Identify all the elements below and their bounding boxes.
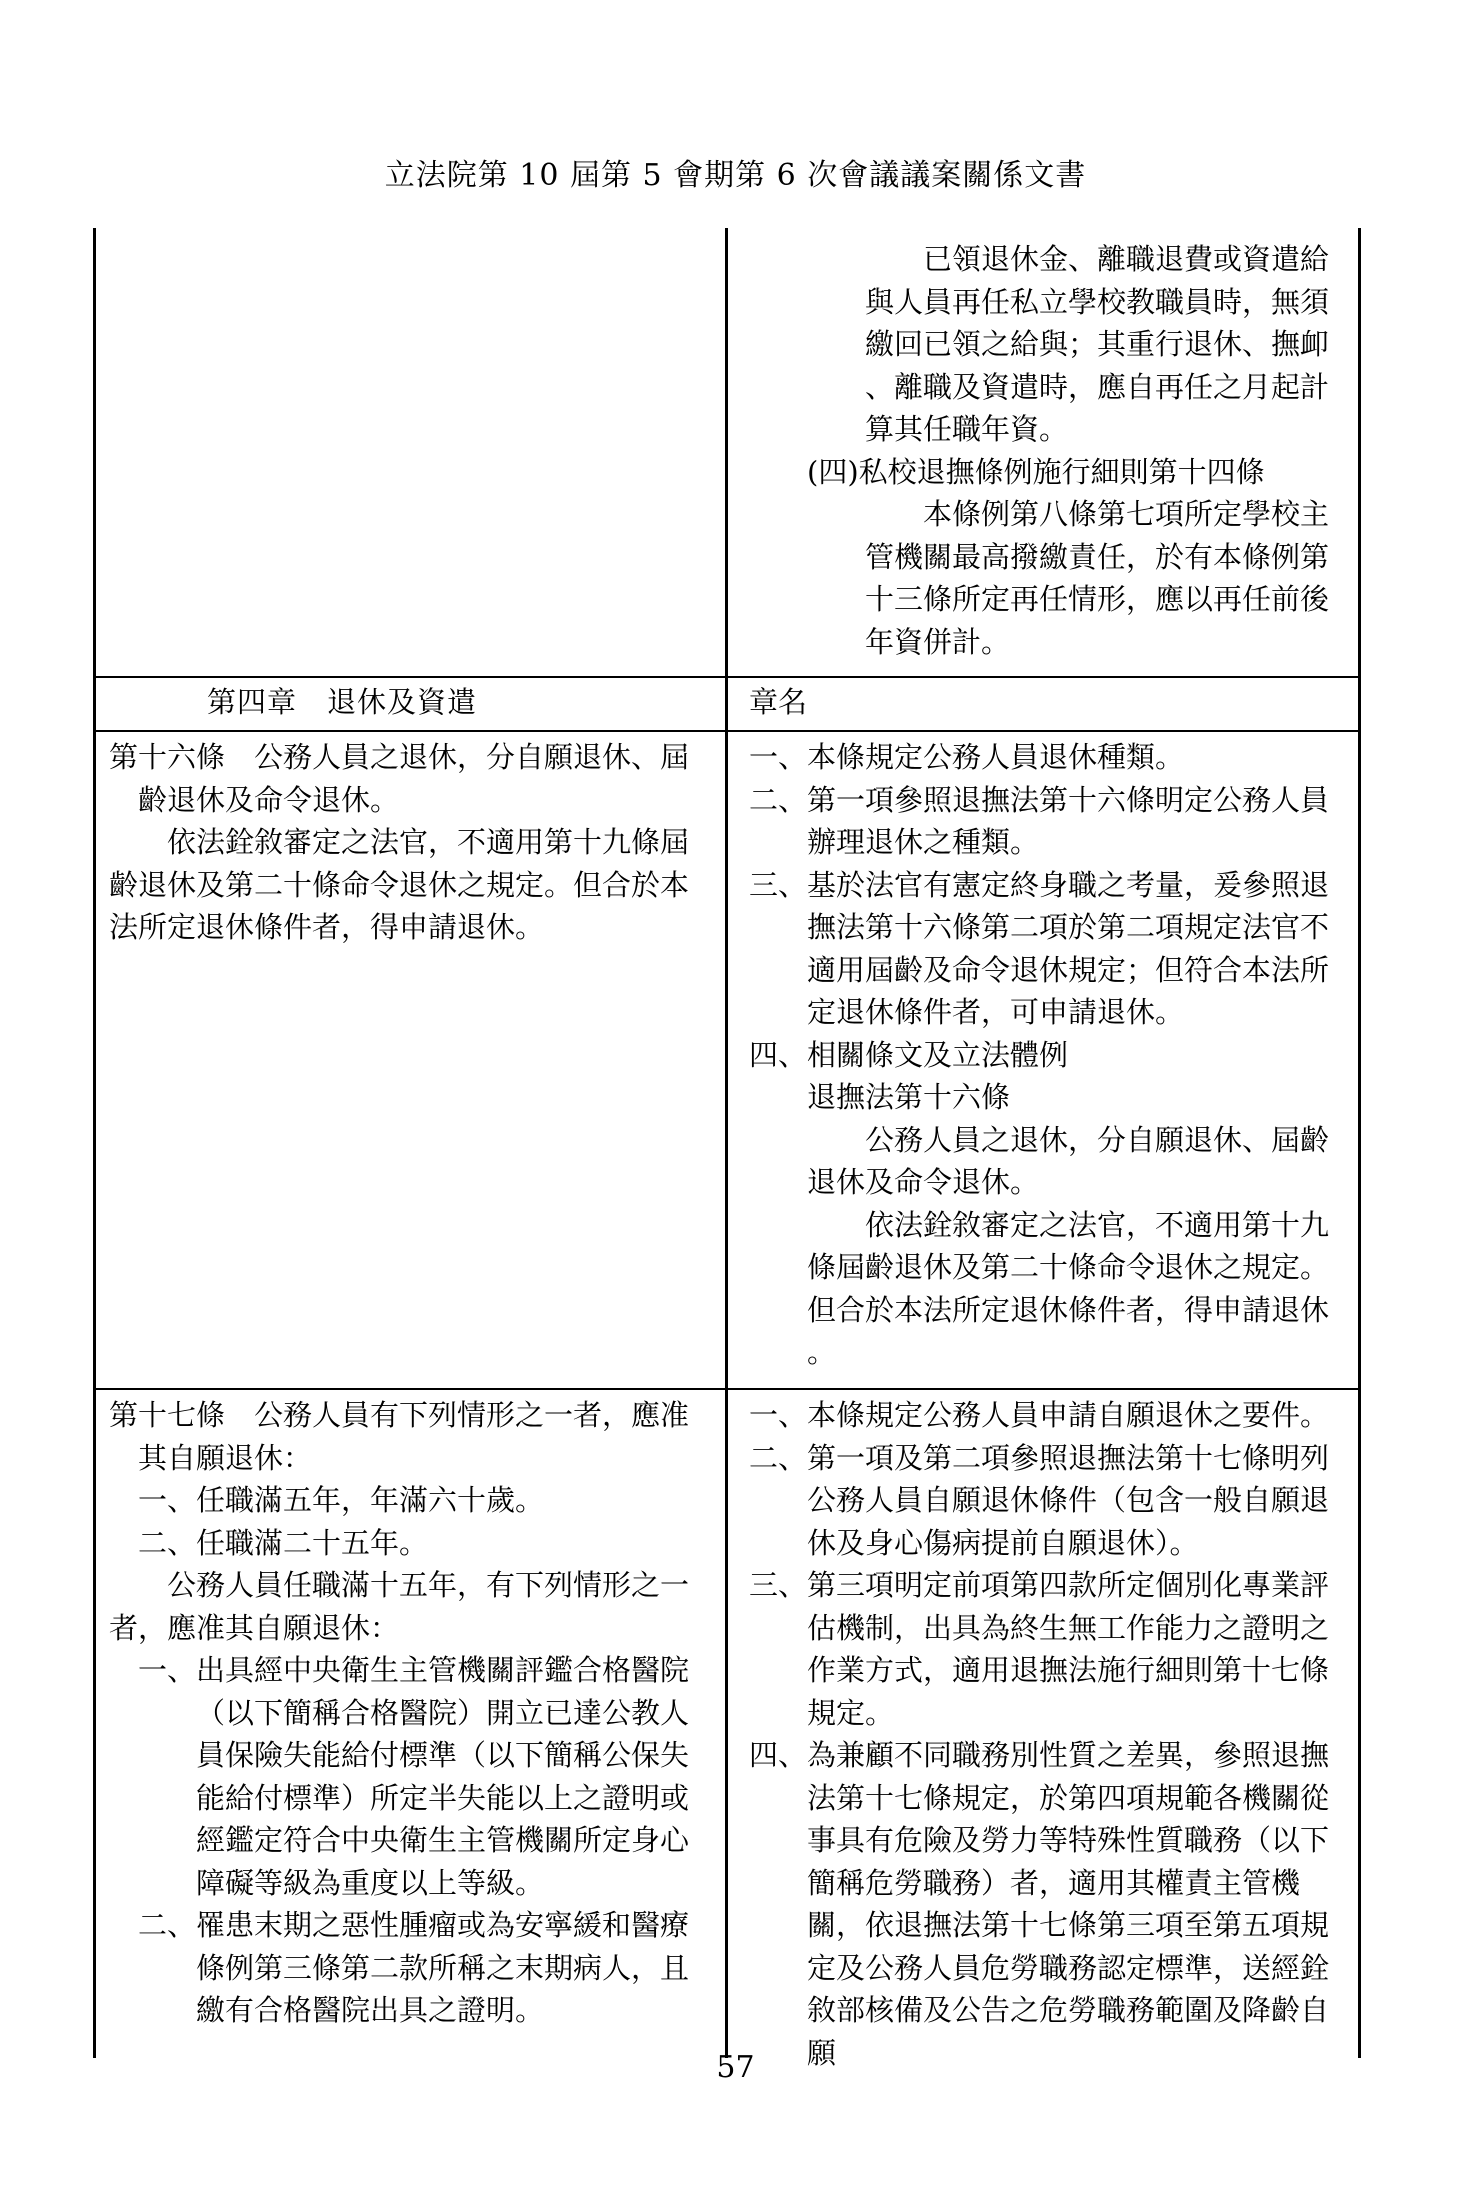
row1-explanation [749, 238, 1345, 663]
reference-paragraph: 公務人員之退休，分自願退休、屆齡退休及命令退休。 [807, 1122, 1330, 1199]
text-line: 年資併計。 [865, 624, 1011, 659]
reference-title: 退撫法第十六條 [807, 1080, 1011, 1114]
text-line: 與人員再任私立學校教職員時，無須 [865, 284, 1330, 319]
article-16-text [109, 736, 713, 949]
row-divider-3 [93, 1388, 1361, 1390]
table-right-border [1358, 228, 1361, 2058]
reference-paragraph-end: 。 [807, 1335, 837, 1369]
reference-paragraph: 依法銓敘審定之法官，不適用第十九條屆齡退休及第二十條命令退休之規定。但合於本法所定退休條件者，得申請退休 [807, 1207, 1330, 1327]
article-paragraph: 依法銓敘審定之法官，不適用第十九條屆齡退休及第二十條命令退休之規定。但合於本法所定退休條件者，得申請退休。 [109, 825, 690, 944]
article-17-explanation [749, 1394, 1345, 2074]
explanation-item: 二、第一項參照退撫法第十六條明定公務人員辦理退休之種類。 [749, 782, 1330, 859]
table-left-border [93, 228, 96, 2058]
explanation-item: 三、基於法官有憲定終身職之考量，爰參照退撫法第十六條第二項於第二項規定法官不適用屆齡及命令退休規定；但符合本法所定退休條件者，可申請退休。 [749, 867, 1330, 1029]
explanation-item: 一、本條規定公務人員申請自願退休之要件。 [749, 1398, 1330, 1432]
text-line: 管機關最高撥繳責任，於有本條例第 [865, 539, 1330, 574]
chapter-title: 第四章 退休及資遣 [207, 685, 478, 719]
text-line: 本條例第八條第七項所定學校主 [923, 497, 1330, 531]
explanation-item: 四、相關條文及立法體例 [749, 1037, 1069, 1072]
text-line: 繳回已領之給與；其重行退休、撫卹 [865, 327, 1330, 361]
article-paragraph: 公務人員任職滿十五年，有下列情形之一者，應准其自願退休： [109, 1568, 690, 1645]
text-line: 已領退休金、離職退費或資遣給 [923, 242, 1330, 276]
article-item: 二、任職滿二十五年。 [138, 1525, 429, 1560]
chapter-explanation: 章名 [749, 685, 808, 719]
article-item: 二、罹患末期之惡性腫瘤或為安寧緩和醫療條例第三條第二款所稱之末期病人，且繳有合格醫院出具之證明。 [138, 1908, 690, 2027]
article-item: 一、出具經中央衛生主管機關評鑑合格醫院（以下簡稱合格醫院）開立已達公教人員保險失能給付標準（以下簡稱公保失能給付標準）所定半失能以上之證明或經鑑定符合中央衛生主管機關所定身心障礙等級為重度以上等級。 [138, 1653, 690, 1900]
subsection-heading: (四)私校退撫條例施行細則第十四條 [807, 454, 1265, 489]
row-divider-2 [93, 730, 1361, 732]
article-heading: 第十六條 公務人員之退休，分自願退休、屆齡退休及命令退休。 [109, 740, 690, 817]
explanation-item: 四、為兼顧不同職務別性質之差異，參照退撫法第十七條規定，於第四項規範各機關從事具有危險及勞力等特殊性質職務（以下簡稱危勞職務）者，適用其權責主管機關，依退撫法第十七條第三項至第五項規定及公務人員危勞職務認定標準，送經銓敘部核備及公告之危勞職務範圍及降齡自願 [749, 1738, 1330, 2070]
explanation-item: 三、第三項明定前項第四款所定個別化專業評估機制，出具為終生無工作能力之證明之作業方式，適用退撫法施行細則第十七條規定。 [749, 1568, 1330, 1730]
article-item: 一、任職滿五年，年滿六十歲。 [138, 1483, 545, 1517]
text-line: 算其任職年資。 [865, 412, 1069, 446]
article-16-explanation [749, 736, 1345, 1374]
page-header: 立法院第 10 屆第 5 會期第 6 次會議議案關係文書 [384, 158, 1087, 193]
table-center-divider [725, 228, 728, 2058]
text-line: 十三條所定再任情形，應以再任前後 [865, 582, 1330, 616]
row-divider-1 [93, 676, 1361, 678]
text-line: 、離職及資遣時，應自再任之月起計 [865, 369, 1330, 404]
article-heading: 第十七條 公務人員有下列情形之一者，應准其自願退休： [109, 1398, 690, 1475]
page-number: 57 [716, 2050, 755, 2085]
explanation-item: 二、第一項及第二項參照退撫法第十七條明列公務人員自願退休條件（包含一般自願退休及身心傷病提前自願退休）。 [749, 1440, 1330, 1560]
explanation-item: 一、本條規定公務人員退休種類。 [749, 740, 1185, 774]
article-17-text [109, 1394, 713, 2032]
